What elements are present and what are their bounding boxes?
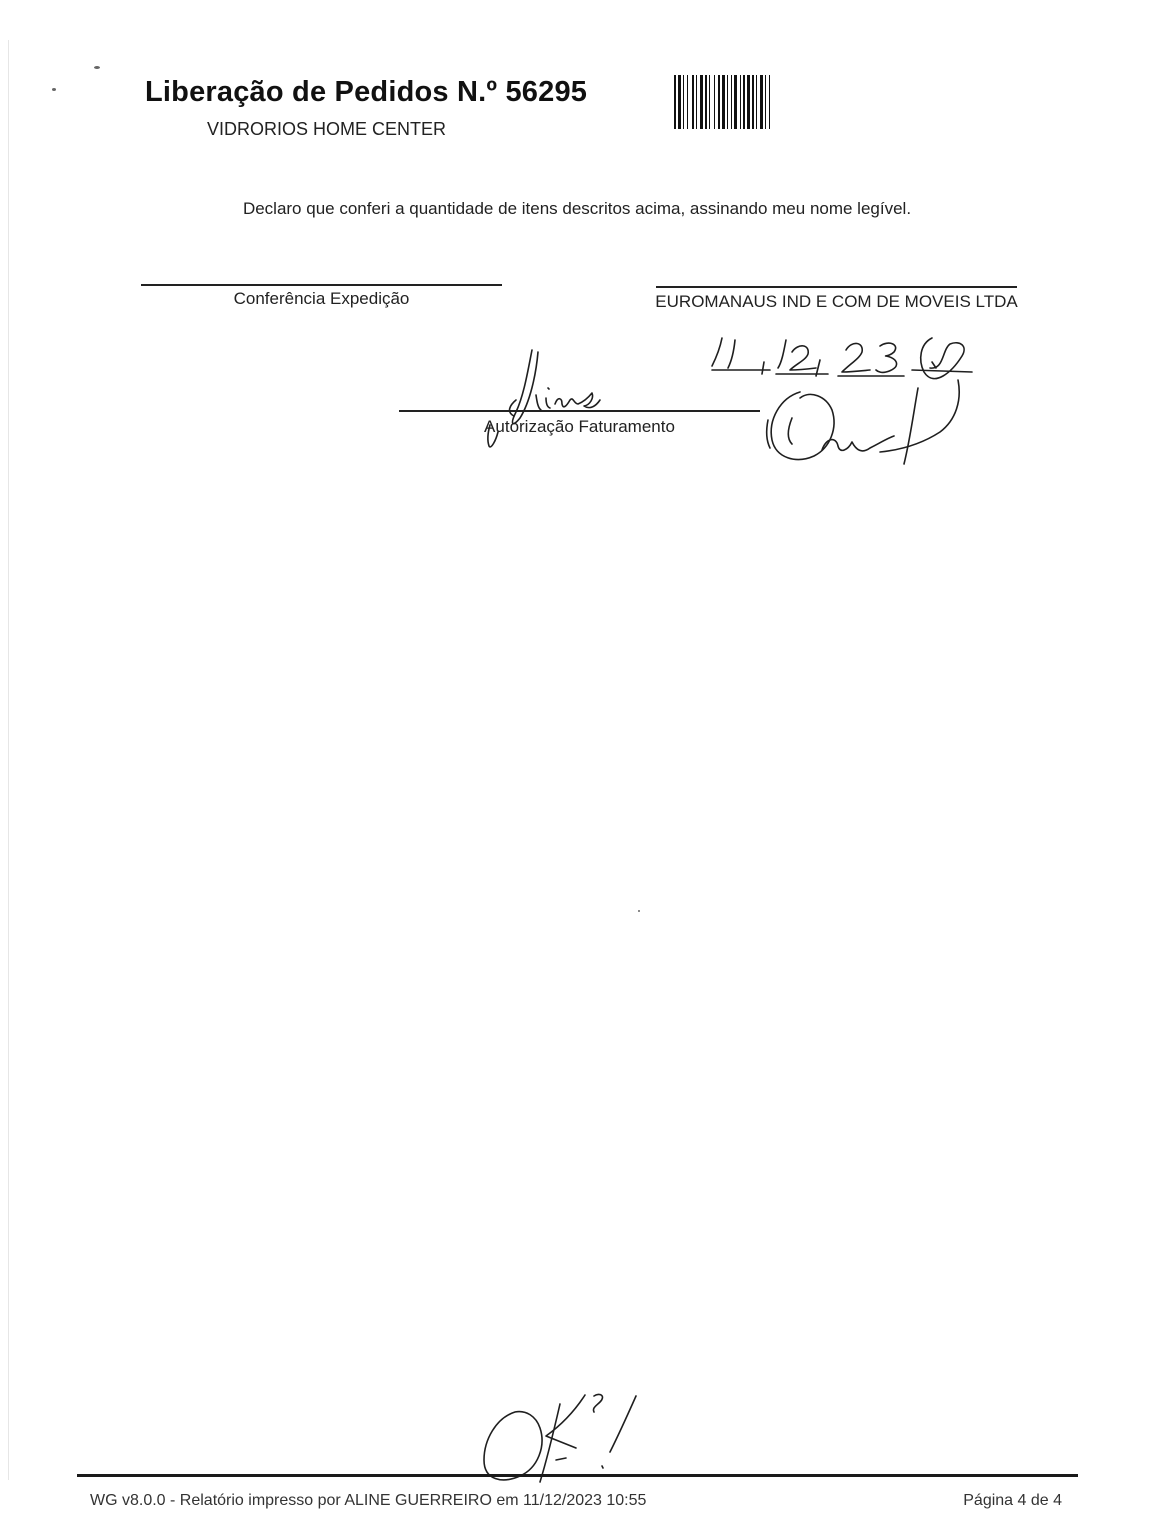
barcode-bar (678, 75, 681, 129)
scan-speck (638, 910, 640, 912)
footer-rule (77, 1474, 1078, 1477)
barcode-bar (740, 75, 741, 129)
barcode-bar (687, 75, 688, 129)
conferencia-signature-line (141, 284, 502, 286)
barcode-bar (756, 75, 757, 129)
barcode-bar (696, 75, 697, 129)
footer-report-info: WG v8.0.0 - Relatório impresso por ALINE GUERREIRO em 11/12/2023 10:55 (90, 1492, 647, 1509)
declaration-text: Declaro que conferi a quantidade de itens descritos acima, assinando meu nome legível. (242, 199, 912, 218)
autorizacao-signature-line (399, 410, 760, 412)
barcode-bar (752, 75, 754, 129)
scan-speck (94, 66, 100, 69)
ok-handwriting (484, 1394, 636, 1482)
barcode-bar (683, 75, 684, 129)
barcode-bar (692, 75, 694, 129)
barcode-bar (700, 75, 703, 129)
barcode-bar (765, 75, 766, 129)
barcode-bar (731, 75, 732, 129)
barcode-bar (727, 75, 728, 129)
barcode-bar (714, 75, 715, 129)
page-title: Liberação de Pedidos N.º 56295 (145, 76, 588, 108)
barcode-bar (747, 75, 750, 129)
company-signature-line (656, 286, 1017, 288)
barcode-bar (705, 75, 707, 129)
barcode-bar (769, 75, 770, 129)
autorizacao-label: Autorização Faturamento (484, 417, 675, 436)
page-edge-shadow (8, 40, 9, 1480)
company-signature (767, 338, 972, 464)
barcode-bar (722, 75, 725, 129)
company-name: EUROMANAUS IND E COM DE MOVEIS LTDA (655, 292, 1018, 311)
barcode-bar (734, 75, 737, 129)
footer-page-info: Página 4 de 4 (963, 1492, 1062, 1509)
barcode-bar (718, 75, 720, 129)
customer-name: VIDRORIOS HOME CENTER (207, 119, 447, 139)
conferencia-label: Conferência Expedição (233, 289, 410, 308)
handwritten-date (712, 338, 904, 376)
scan-speck (52, 88, 56, 91)
barcode-bar (674, 75, 676, 129)
barcode-icon (674, 75, 852, 129)
barcode-bar (743, 75, 745, 129)
barcode-bar (760, 75, 763, 129)
barcode-bar (709, 75, 710, 129)
